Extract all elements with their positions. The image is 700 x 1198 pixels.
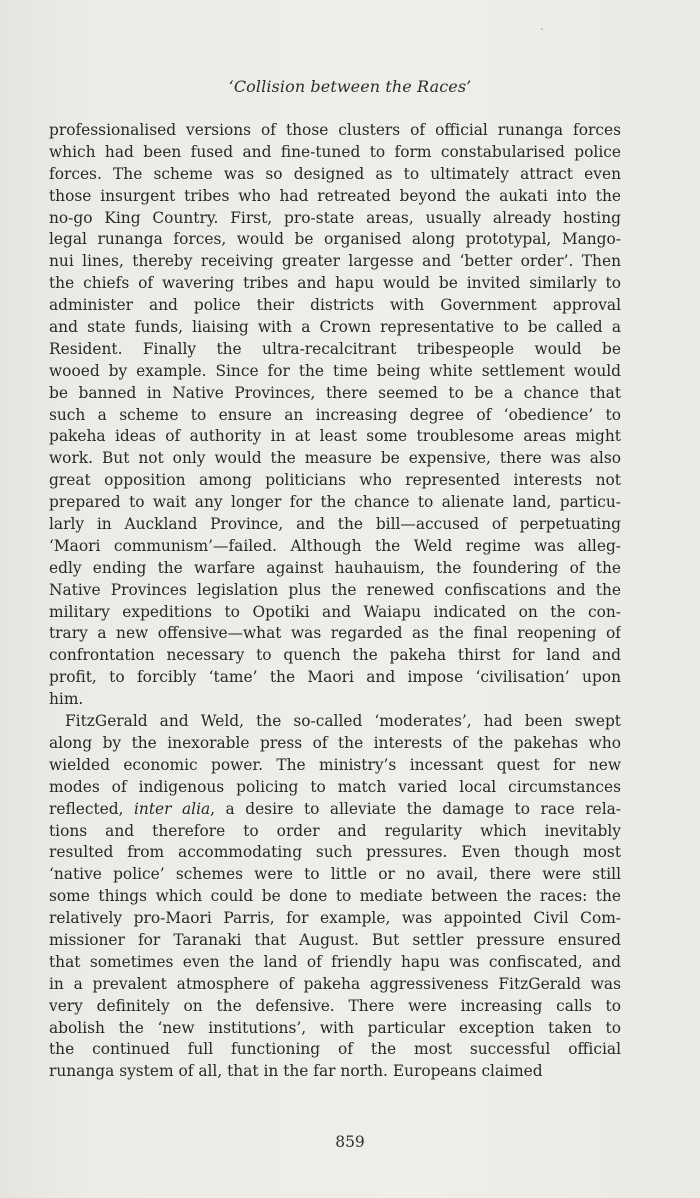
text-line: runanga system of all, that in the far north. Europeans claimed — [49, 1062, 543, 1081]
body-text — [49, 120, 621, 1083]
text-line: modes of indigenous policing to match varied local circumstances — [49, 777, 621, 796]
text-line: wooed by example. Since for the time being white settlement would — [49, 361, 621, 380]
paragraph — [49, 711, 621, 1083]
page-number: 859 — [335, 1133, 365, 1151]
paragraph — [49, 120, 621, 711]
text-line: pakeha ideas of authority in at least some troublesome areas might — [49, 427, 621, 446]
text-line: him. — [49, 690, 84, 709]
text-line: confrontation necessary to quench the pakeha thirst for land and — [49, 646, 621, 665]
text-line: larly in Auckland Province, and the bill—accused of perpetuating — [49, 515, 621, 534]
text-line: and state funds, liaising with a Crown representative to be called a — [49, 318, 621, 337]
text-line: professionalised versions of those clusters of official runanga forces — [49, 121, 621, 139]
text-line: nui lines, thereby receiving greater largesse and ‘better order’. Then — [49, 252, 621, 271]
text-line: reflected, inter alia, a desire to alleviate the damage to race rela- — [49, 799, 621, 818]
text-line: abolish the ‘new institutions’, with particular exception taken to — [49, 1018, 621, 1037]
text-line: those insurgent tribes who had retreated beyond the aukati into the — [49, 186, 621, 205]
text-line: such a scheme to ensure an increasing degree of ‘obedience’ to — [49, 405, 621, 424]
text-line: wielded economic power. The ministry’s incessant quest for new — [49, 755, 621, 774]
text-line: profit, to forcibly ‘tame’ the Maori and impose ‘civilisation’ upon — [49, 668, 621, 687]
text-line: in a prevalent atmosphere of pakeha aggressiveness FitzGerald was — [49, 974, 621, 993]
running-head: ‘Collision between the Races’ — [228, 77, 472, 96]
text-line: work. But not only would the measure be expensive, there was also — [49, 449, 621, 468]
text-line: edly ending the warfare against hauhauism, the foundering of the — [49, 558, 621, 577]
text-line: some things which could be done to mediate between the races: the — [49, 887, 621, 906]
text-line: trary a new offensive—what was regarded as the final reopening of — [49, 624, 621, 643]
text-line: no-go King Country. First, pro-state areas, usually already hosting — [49, 208, 621, 227]
text-line: very definitely on the defensive. There were increasing calls to — [49, 996, 621, 1015]
text-line: the chiefs of wavering tribes and hapu would be invited similarly to — [49, 274, 621, 293]
paper-speck — [541, 28, 543, 30]
text-line: resulted from accommodating such pressures. Even though most — [49, 843, 621, 862]
text-line: along by the inexorable press of the interests of the pakehas who — [49, 733, 621, 752]
text-line: forces. The scheme was so designed as to ultimately attract even — [49, 164, 621, 183]
text-line: relatively pro-Maori Parris, for example, was appointed Civil Com- — [49, 909, 621, 928]
text-line: military expeditions to Opotiki and Waiapu indicated on the con- — [49, 602, 621, 621]
text-line: which had been fused and fine-tuned to form constabularised police — [49, 142, 621, 161]
text-line: prepared to wait any longer for the chance to alienate land, particu- — [49, 493, 621, 512]
text-line: legal runanga forces, would be organised along prototypal, Mango- — [49, 230, 621, 249]
text-line: that sometimes even the land of friendly hapu was confiscated, and — [49, 952, 621, 971]
text-line: tions and therefore to order and regularity which inevitably — [49, 821, 621, 840]
text-line: missioner for Taranaki that August. But settler pressure ensured — [49, 930, 621, 949]
text-line: the continued full functioning of the most successful official — [49, 1040, 621, 1059]
text-line: Resident. Finally the ultra-recalcitrant tribespeople would be — [49, 339, 621, 358]
text-line: ‘native police’ schemes were to little or no avail, there were still — [49, 865, 621, 884]
text-line: FitzGerald and Weld, the so-called ‘moderates’, had been swept — [65, 712, 621, 731]
text-line: be banned in Native Provinces, there seemed to be a chance that — [49, 383, 621, 402]
text-line: administer and police their districts with Government approval — [49, 296, 621, 315]
text-line: great opposition among politicians who represented interests not — [49, 471, 621, 490]
text-line: Native Provinces legislation plus the renewed confiscations and the — [49, 580, 621, 599]
text-line: ‘Maori communism’—failed. Although the Weld regime was alleg- — [49, 536, 621, 555]
